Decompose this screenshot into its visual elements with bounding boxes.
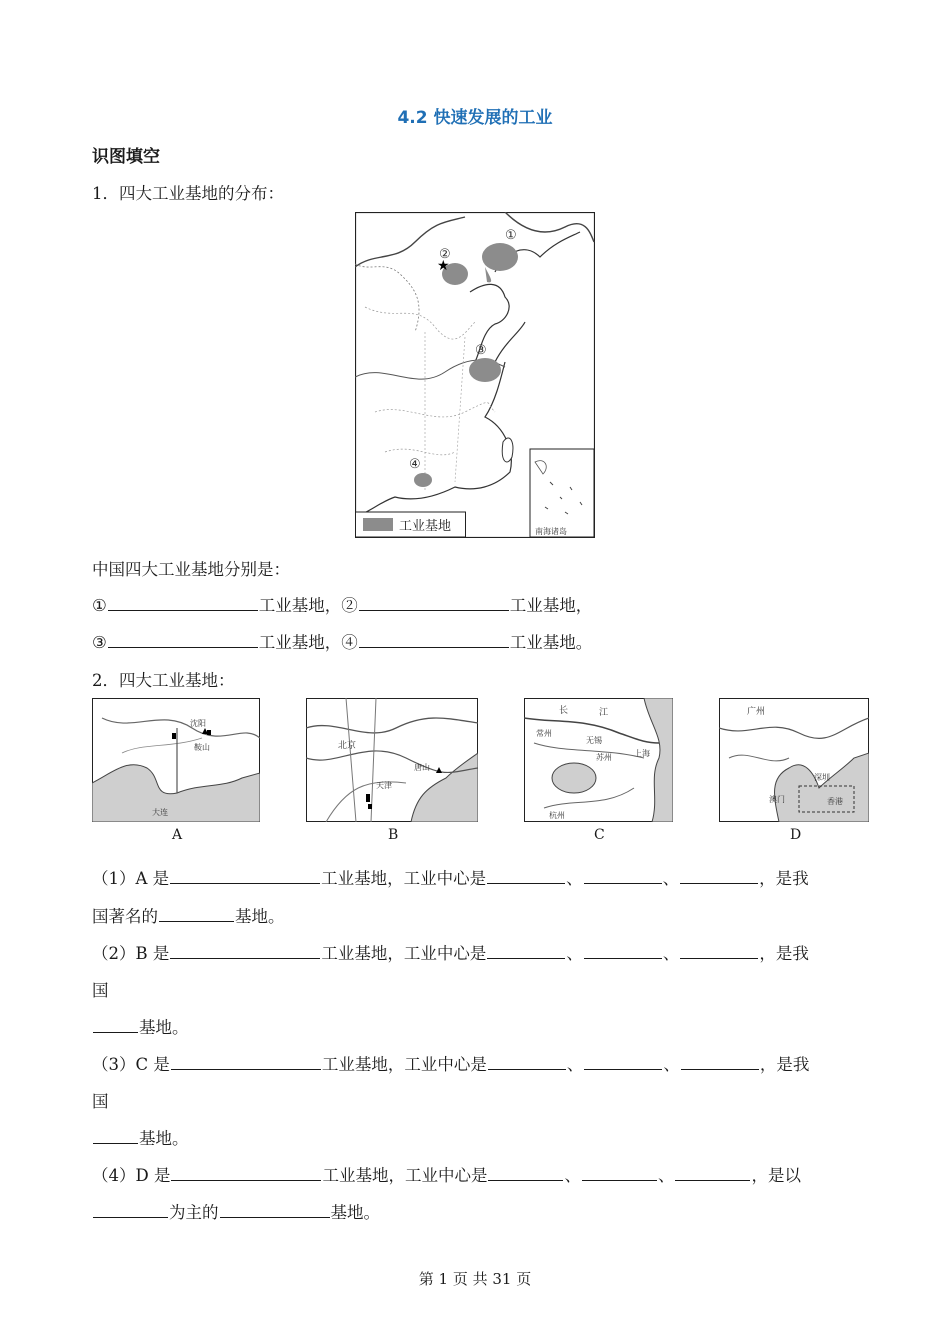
map-d-label-4: 香港 (827, 797, 843, 806)
page-title: 4.2 快速发展的工业 (397, 108, 553, 128)
item-text: 工业基地，工业中心是 (321, 1055, 487, 1074)
answer-blank[interactable] (675, 1165, 750, 1181)
item-lead: （3）C 是 (92, 1055, 170, 1074)
item-lead: （1）A 是 (92, 869, 170, 888)
page-footer: 第 1 页 共 31 页 (418, 1270, 532, 1288)
q2-item-1 (92, 865, 809, 889)
q2-item-3-cont: 国 (92, 1092, 109, 1111)
marker-1: ① (92, 596, 107, 615)
q2-item-3-cont2 (92, 1125, 189, 1149)
answer-blank[interactable] (680, 868, 758, 884)
answer-blank-3[interactable] (108, 632, 258, 648)
separator: 、 (564, 1166, 581, 1185)
map-c-label-7: 杭州 (549, 811, 565, 820)
answer-blank[interactable] (582, 1165, 657, 1181)
answer-blank[interactable] (93, 1202, 168, 1218)
q1-row1 (92, 592, 592, 616)
separator: 、 (566, 869, 583, 888)
map-a-caption: A (172, 827, 183, 843)
map-c-label-4: 无锡 (586, 736, 602, 745)
map-d (719, 698, 869, 822)
separator: 、 (657, 1166, 675, 1185)
q2-prompt: 2．四大工业基地： (92, 671, 235, 690)
map-a-label-3: 大连 (152, 808, 168, 817)
answer-blank[interactable] (171, 1165, 321, 1181)
marker-2: ② (341, 596, 358, 615)
map-a (92, 698, 260, 822)
answer-blank-4[interactable] (359, 632, 509, 648)
map-marker-2: ② (439, 247, 451, 262)
answer-blank[interactable] (488, 1054, 566, 1070)
answer-blank[interactable] (681, 1054, 759, 1070)
map-c-label-3: 常州 (536, 729, 552, 738)
separator: 、 (566, 944, 583, 963)
answer-blank[interactable] (680, 943, 758, 959)
q2-item-1-cont (92, 903, 285, 927)
answer-blank[interactable] (159, 906, 234, 922)
answer-blank[interactable] (170, 943, 320, 959)
map-a-label-2: 鞍山 (194, 743, 210, 752)
q1-row2 (92, 629, 592, 653)
item-text: 基地。 (235, 907, 285, 926)
q2-item-3 (92, 1051, 809, 1075)
map-c-label-1: 长 (559, 706, 569, 716)
q1-prompt: 1．四大工业基地的分布： (92, 184, 284, 203)
map-c (524, 698, 673, 822)
answer-blank[interactable] (93, 1128, 138, 1144)
svg-text:★: ★ (437, 258, 450, 274)
blank-suffix: 工业基地， (509, 596, 593, 615)
map-b-label-3: 唐山 (414, 763, 430, 772)
item-text: 国著名的 (92, 907, 158, 926)
q2-item-2-cont2 (92, 1014, 189, 1038)
marker-4: ④ (341, 633, 358, 652)
section-heading: 识图填空 (92, 147, 160, 167)
q2-item-2-cont: 国 (92, 981, 109, 1000)
answer-blank[interactable] (584, 943, 662, 959)
q2-item-4 (92, 1162, 801, 1186)
map-d-label-2: 深圳 (814, 773, 830, 782)
map-d-label-3: 澳门 (769, 795, 785, 804)
map-marker-1: ① (505, 228, 517, 243)
map-c-caption: C (594, 827, 605, 843)
item-text: 工业基地，工业中心是 (321, 869, 487, 888)
map-a-label-1: 沈阳 (190, 719, 206, 728)
map-d-label-1: 广州 (747, 707, 766, 717)
map-b-label-1: 北京 (338, 741, 357, 751)
q2-item-2 (92, 940, 809, 964)
answer-blank[interactable] (487, 943, 565, 959)
answer-blank[interactable] (170, 868, 320, 884)
item-text: 基地。 (139, 1129, 189, 1148)
item-lead: （4）D 是 (92, 1166, 171, 1185)
map-b-label-2: 天津 (376, 781, 392, 790)
map-b-caption: B (388, 827, 399, 843)
item-text: 工业基地，工业中心是 (321, 944, 487, 963)
item-text: ，是我 (759, 944, 809, 963)
item-lead: （2）B 是 (92, 944, 170, 963)
item-text: 基地。 (330, 1203, 380, 1222)
answer-blank[interactable] (93, 1017, 138, 1033)
answer-blank[interactable] (584, 1054, 662, 1070)
item-text: ，是以 (751, 1166, 801, 1185)
marker-3: ③ (92, 633, 107, 652)
answer-blank[interactable] (171, 1054, 321, 1070)
answer-blank[interactable] (584, 868, 662, 884)
map-d-caption: D (790, 827, 802, 843)
answer-blank[interactable] (220, 1202, 330, 1218)
inset-label: 南海诸岛 (535, 527, 567, 536)
item-text: ，是我 (759, 869, 809, 888)
answer-blank[interactable] (487, 868, 565, 884)
item-text: ，是我 (759, 1055, 810, 1074)
q1-intro: 中国四大工业基地分别是： (92, 560, 290, 579)
separator: 、 (662, 944, 680, 963)
industrial-base-map (355, 212, 595, 538)
blank-suffix: 工业基地。 (509, 633, 593, 652)
map-c-label-2: 江 (599, 708, 609, 718)
item-text: 基地。 (139, 1018, 189, 1037)
item-text: 为主的 (169, 1203, 219, 1222)
map-marker-3: ③ (475, 343, 487, 358)
separator: 、 (662, 869, 680, 888)
blank-suffix: 工业基地， (258, 596, 342, 615)
item-text: 工业基地，工业中心是 (322, 1166, 488, 1185)
separator: 、 (566, 1055, 584, 1074)
legend-label: 工业基地 (399, 519, 452, 534)
q2-item-4-cont (92, 1199, 380, 1223)
map-c-label-6: 上海 (634, 749, 650, 758)
map-c-label-5: 苏州 (596, 753, 612, 762)
separator: 、 (663, 1055, 680, 1074)
map-marker-4: ④ (409, 457, 421, 472)
answer-blank[interactable] (488, 1165, 563, 1181)
answer-blank-1[interactable] (108, 595, 258, 611)
blank-suffix: 工业基地， (258, 633, 342, 652)
answer-blank-2[interactable] (359, 595, 509, 611)
map-b (306, 698, 478, 822)
